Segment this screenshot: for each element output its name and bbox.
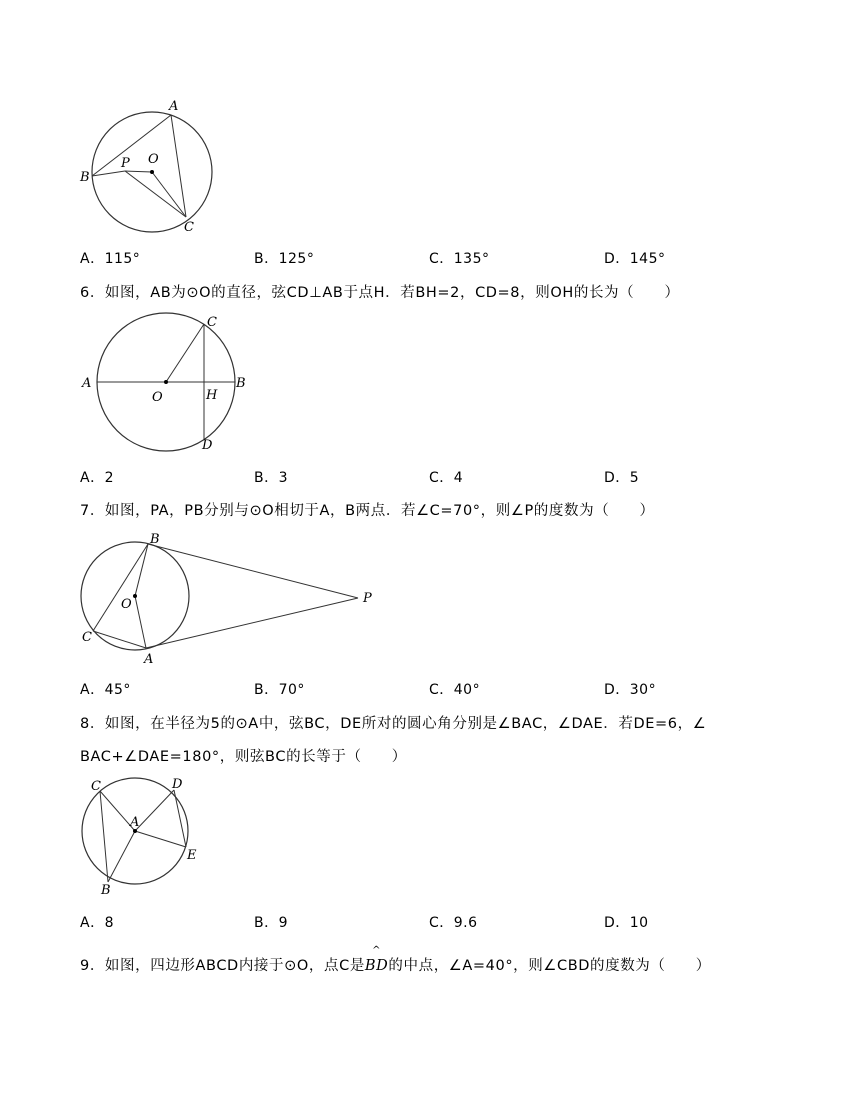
label-d: D	[202, 438, 213, 453]
label-p: P	[363, 591, 372, 606]
chord-de	[174, 790, 186, 847]
label-o: O	[152, 390, 163, 405]
arc-hat-icon: ^	[372, 945, 382, 956]
option-c[interactable]: C．40°	[429, 682, 481, 698]
arc-bd-label: BD	[364, 958, 389, 974]
label-o: O	[148, 152, 159, 167]
question-8-stem-line1: 8．如图，在半径为5的⊙A中，弦BC，DE所对的圆心角分别是∠BAC，∠DAE．若DE=6，∠	[80, 716, 707, 732]
option-d[interactable]: D．30°	[604, 682, 657, 698]
option-b[interactable]: B．9	[254, 915, 289, 931]
label-a: A	[144, 652, 154, 667]
figure-q6	[78, 312, 258, 457]
figure-q5	[78, 95, 228, 240]
center-dot	[133, 594, 137, 598]
tangent-pb	[148, 544, 358, 598]
label-d: D	[172, 777, 183, 792]
option-d[interactable]: D．145°	[604, 251, 666, 267]
label-b: B	[236, 376, 246, 391]
chord-ac	[171, 115, 186, 217]
label-c: C	[207, 315, 217, 330]
figure-q7	[78, 527, 378, 667]
question-9-stem-part1: 9．如图，四边形ABCD内接于⊙O，点C是	[80, 958, 365, 974]
label-a: A	[130, 815, 140, 830]
question-9-stem	[80, 945, 711, 975]
tangent-diagram-q7	[78, 527, 378, 667]
chord-ca	[93, 631, 146, 648]
option-d[interactable]: D．5	[604, 470, 640, 486]
label-e: E	[187, 848, 197, 863]
option-b[interactable]: B．70°	[254, 682, 305, 698]
label-c: C	[82, 630, 92, 645]
options-q5	[80, 248, 780, 268]
label-b: B	[80, 170, 90, 185]
segment-oc	[152, 172, 186, 217]
circle-diagram-q8	[78, 774, 208, 899]
options-q8	[80, 912, 780, 932]
circle-diagram-q5	[78, 95, 228, 240]
option-c[interactable]: C．135°	[429, 251, 490, 267]
question-9-stem-part2: 的中点，∠A=40°，则∠CBD的度数为（ ）	[388, 958, 711, 974]
options-q6	[80, 467, 780, 487]
radius-ob	[135, 544, 148, 596]
arc-bd	[364, 945, 389, 974]
label-c: C	[184, 220, 194, 235]
option-d[interactable]: D．10	[604, 915, 649, 931]
question-8-stem-line2: BAC+∠DAE=180°，则弦BC的长等于（ ）	[80, 749, 407, 765]
option-a[interactable]: A．8	[80, 915, 114, 931]
option-c[interactable]: C．9.6	[429, 915, 478, 931]
segment-po	[125, 171, 152, 172]
label-h: H	[206, 388, 218, 403]
label-c: C	[91, 779, 101, 794]
center-dot	[164, 380, 168, 384]
label-b: B	[150, 532, 160, 547]
options-q7	[80, 679, 780, 699]
option-b[interactable]: B．125°	[254, 251, 315, 267]
label-a: A	[82, 376, 92, 391]
question-6-stem: 6．如图，AB为⊙O的直径，弦CD⊥AB于点H．若BH=2，CD=8，则OH的长为（ ）	[80, 285, 680, 301]
radius-ad	[135, 790, 174, 831]
figure-q8	[78, 774, 208, 899]
label-o: O	[121, 597, 132, 612]
radius-ae	[135, 831, 186, 847]
radius-oc	[166, 324, 204, 382]
tangent-pa	[146, 598, 358, 648]
label-a: A	[169, 99, 179, 114]
chord-ab	[92, 115, 171, 176]
radius-ab	[108, 831, 135, 882]
label-b: B	[101, 883, 111, 898]
option-a[interactable]: A．45°	[80, 682, 131, 698]
option-b[interactable]: B．3	[254, 470, 289, 486]
chord-bc	[100, 791, 108, 882]
radius-oa	[135, 596, 146, 648]
circle-diagram-q6	[78, 312, 258, 457]
label-p: P	[121, 156, 130, 171]
option-c[interactable]: C．4	[429, 470, 464, 486]
option-a[interactable]: A．2	[80, 470, 114, 486]
option-a[interactable]: A．115°	[80, 251, 141, 267]
center-dot	[150, 170, 154, 174]
question-7-stem: 7．如图，PA，PB分别与⊙O相切于A，B两点．若∠C=70°，则∠P的度数为（ ）	[80, 503, 655, 519]
segment-pc	[125, 171, 186, 217]
